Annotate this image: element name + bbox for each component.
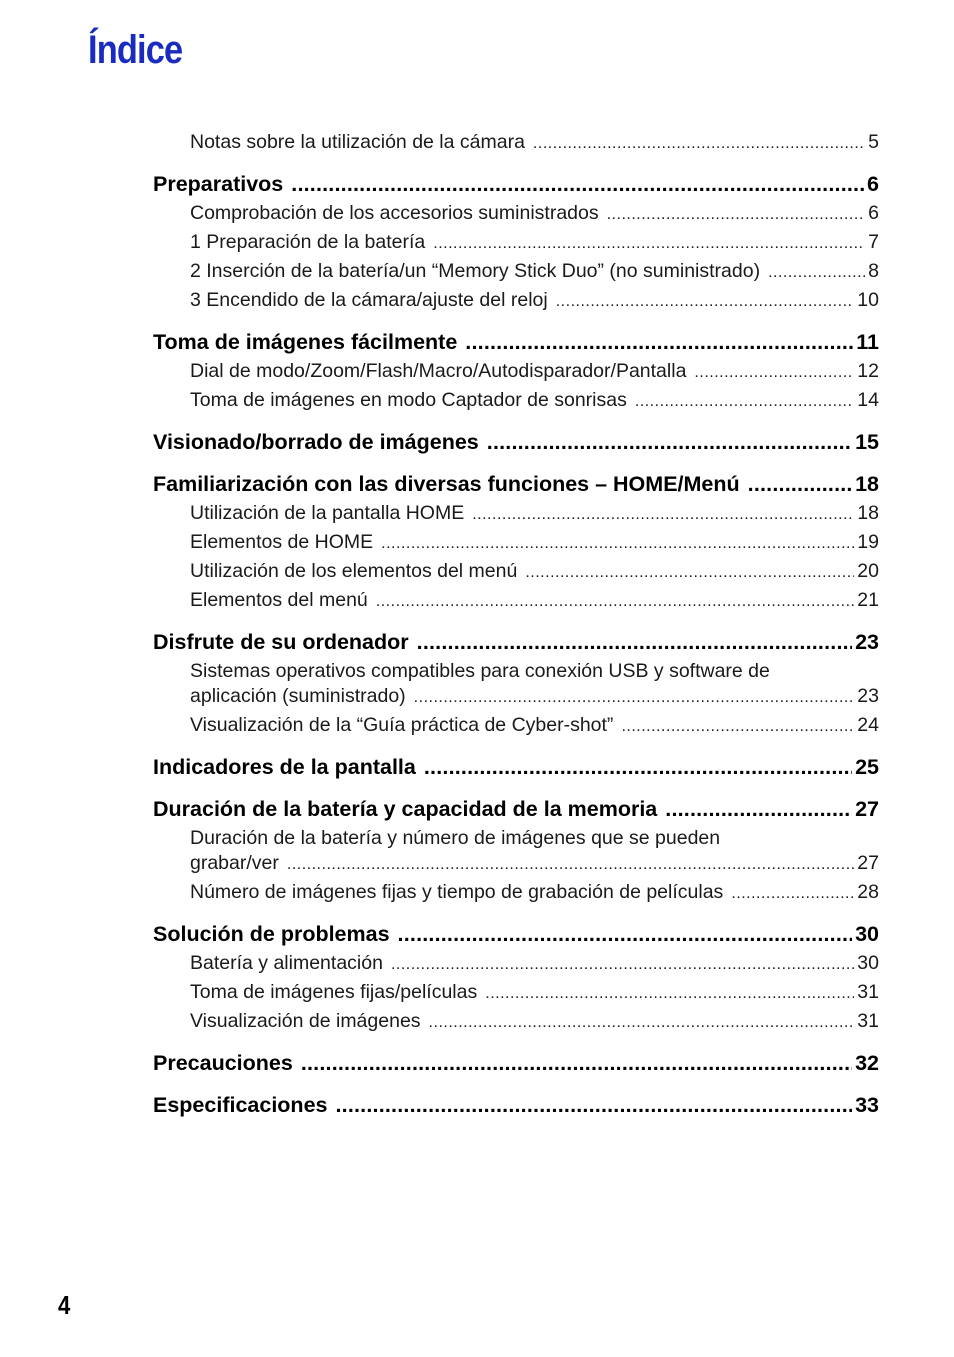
toc-entry[interactable] <box>153 586 879 615</box>
dot-leader <box>525 558 854 587</box>
toc-entry[interactable] <box>153 684 879 711</box>
toc-section-label: Indicadores de la pantalla <box>153 755 416 779</box>
toc-entry[interactable] <box>153 386 879 415</box>
dot-leader <box>429 1008 855 1037</box>
toc-entry-label: Visualización de la “Guía práctica de Cyber-shot” <box>190 714 614 736</box>
toc-entry-label: Número de imágenes fijas y tiempo de grabación de películas <box>190 881 724 903</box>
toc-entry-page: 31 <box>857 981 879 1003</box>
toc-entry[interactable] <box>153 128 879 157</box>
dot-leader <box>665 795 852 824</box>
toc-entry-page: 12 <box>857 360 879 382</box>
toc-section-label: Visionado/borrado de imágenes <box>153 430 479 454</box>
toc-section[interactable] <box>153 1091 879 1120</box>
toc-entry-label: aplicación (suministrado) <box>190 685 406 707</box>
toc-entry-label-line1[interactable]: Sistemas operativos compatibles para conexión USB y software de <box>190 660 770 682</box>
dot-leader <box>731 879 854 908</box>
toc-section-page: 6 <box>867 172 879 196</box>
toc-entry-label: 2 Inserción de la batería/un “Memory Stick Duo” (no suministrado) <box>190 260 761 282</box>
toc-section[interactable] <box>153 628 879 657</box>
dot-leader <box>301 1049 852 1078</box>
dot-leader <box>414 686 855 710</box>
dot-leader <box>485 979 854 1008</box>
toc-entry[interactable] <box>153 499 879 528</box>
toc-entry-page: 5 <box>868 131 879 153</box>
toc-entry[interactable] <box>153 228 879 257</box>
toc-entry-label: grabar/ver <box>190 852 279 874</box>
toc-section-page: 25 <box>855 755 879 779</box>
toc-entry-page: 30 <box>857 952 879 974</box>
toc-entry[interactable] <box>153 528 879 557</box>
toc-entry[interactable] <box>153 851 879 878</box>
toc-section[interactable] <box>153 170 879 199</box>
toc-entry-label: Visualización de imágenes <box>190 1010 421 1032</box>
toc-section-label: Preparativos <box>153 172 284 196</box>
toc-entry[interactable] <box>153 711 879 740</box>
toc-entry-page: 8 <box>868 260 879 282</box>
toc-entry-page: 20 <box>857 560 879 582</box>
toc-section-page: 18 <box>855 472 879 496</box>
dot-leader <box>291 170 864 199</box>
toc-entry[interactable] <box>153 286 879 315</box>
toc-section-page: 11 <box>856 330 879 354</box>
toc-entry-label: Dial de modo/Zoom/Flash/Macro/Autodisparador/Pantalla <box>190 360 687 382</box>
toc-entry[interactable] <box>153 557 879 586</box>
toc-entry[interactable] <box>153 949 879 978</box>
toc-entry-page: 18 <box>857 502 879 524</box>
toc-entry-page: 23 <box>857 685 879 707</box>
toc-entry-label: Utilización de los elementos del menú <box>190 560 518 582</box>
toc-entry-label: Utilización de la pantalla HOME <box>190 502 465 524</box>
dot-leader <box>635 387 854 416</box>
dot-leader <box>472 500 854 529</box>
toc-entry-page: 7 <box>868 231 879 253</box>
toc-entry-page: 10 <box>857 289 879 311</box>
dot-leader <box>335 1091 852 1120</box>
dot-leader <box>391 950 854 979</box>
toc-entry-page: 27 <box>857 852 879 874</box>
dot-leader <box>748 470 852 499</box>
dot-leader <box>287 853 854 877</box>
toc-entry-label: Toma de imágenes fijas/películas <box>190 981 478 1003</box>
toc-entry-label: Toma de imágenes en modo Captador de sonrisas <box>190 389 627 411</box>
dot-leader <box>607 200 866 229</box>
dot-leader <box>417 628 852 657</box>
toc-section[interactable] <box>153 1049 879 1078</box>
toc-entry-label: Batería y alimentación <box>190 952 383 974</box>
toc-entry-label: 3 Encendido de la cámara/ajuste del reloj <box>190 289 548 311</box>
toc-section-label: Precauciones <box>153 1051 293 1075</box>
toc-section[interactable] <box>153 328 879 357</box>
toc-entry-page: 31 <box>857 1010 879 1032</box>
toc-entry-label: Comprobación de los accesorios suministrados <box>190 202 599 224</box>
toc-section-label: Duración de la batería y capacidad de la memoria <box>153 797 658 821</box>
toc-entry-label: Elementos del menú <box>190 589 368 611</box>
toc-entry[interactable] <box>153 878 879 907</box>
toc-entry-label: Elementos de HOME <box>190 531 374 553</box>
toc-section-page: 27 <box>855 797 879 821</box>
toc-entry[interactable] <box>153 1007 879 1036</box>
toc-entry-label: 1 Preparación de la batería <box>190 231 426 253</box>
toc-section[interactable] <box>153 428 879 457</box>
toc-section-page: 23 <box>855 630 879 654</box>
toc-section-label: Solución de problemas <box>153 922 390 946</box>
toc-entry-label-line1[interactable]: Duración de la batería y número de imágenes que se pueden <box>190 827 721 849</box>
dot-leader <box>487 428 852 457</box>
toc-section-page: 15 <box>855 430 879 454</box>
dot-leader <box>768 258 865 287</box>
dot-leader <box>621 712 854 741</box>
toc-section-page: 33 <box>855 1093 879 1117</box>
toc-section[interactable] <box>153 470 879 499</box>
dot-leader <box>556 287 855 316</box>
table-of-contents <box>153 128 879 1120</box>
dot-leader <box>398 920 853 949</box>
toc-entry-label: Notas sobre la utilización de la cámara <box>190 131 525 153</box>
toc-entry-page: 6 <box>868 202 879 224</box>
toc-section-page: 30 <box>855 922 879 946</box>
dot-leader <box>694 358 854 387</box>
toc-entry[interactable] <box>153 978 879 1007</box>
toc-entry-page: 24 <box>857 714 879 736</box>
toc-section-label: Toma de imágenes fácilmente <box>153 330 458 354</box>
dot-leader <box>376 587 855 616</box>
dot-leader <box>424 753 852 782</box>
toc-entry[interactable] <box>153 199 879 228</box>
toc-entry-page: 14 <box>857 389 879 411</box>
toc-entry-page: 19 <box>857 531 879 553</box>
dot-leader <box>381 529 854 558</box>
toc-section-label: Disfrute de su ordenador <box>153 630 409 654</box>
toc-section-page: 32 <box>855 1051 879 1075</box>
toc-entry[interactable] <box>153 357 879 386</box>
toc-entry[interactable] <box>153 257 879 286</box>
toc-section[interactable] <box>153 920 879 949</box>
toc-section-label: Familiarización con las diversas funciones – HOME/Menú <box>153 472 740 496</box>
toc-entry-page: 28 <box>857 881 879 903</box>
toc-section[interactable] <box>153 795 879 824</box>
page-number: 4 <box>58 1290 71 1320</box>
dot-leader <box>465 328 853 357</box>
page-title: Índice <box>88 28 183 72</box>
dot-leader <box>433 229 865 258</box>
dot-leader <box>533 129 865 158</box>
toc-section-label: Especificaciones <box>153 1093 328 1117</box>
toc-entry-page: 21 <box>857 589 879 611</box>
toc-section[interactable] <box>153 753 879 782</box>
